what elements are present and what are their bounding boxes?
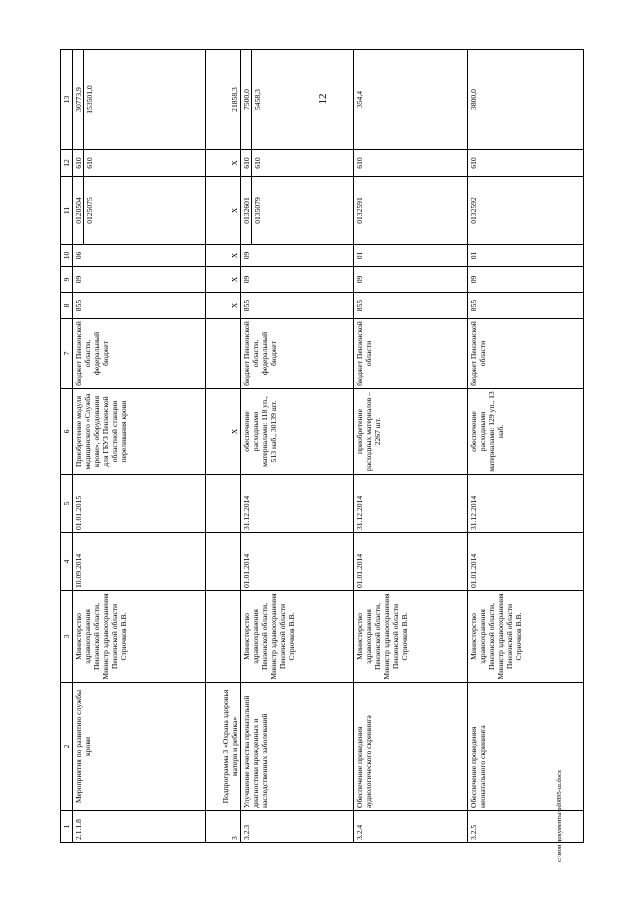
header-cell: 12 [61,150,73,177]
header-cell: 9 [61,267,73,293]
amount-b: 5458,3 [251,50,262,149]
code-subsection: 09 [240,245,353,267]
code-expense: Х [206,150,241,177]
program-table [60,49,584,843]
code-expense-a: 610 [74,157,83,169]
responsible [206,591,241,683]
row-number: 3.2.5 [468,811,584,843]
responsible: Министерство здравоохранения Пензенской области, Министр здравоохранения Пензенской области Стрючков В.В. [73,591,206,683]
header-cell: 8 [61,293,73,319]
end-date: 01.01.2015 [73,475,206,533]
code-grbs: 855 [468,293,584,319]
measure-name: Улучшение качества пренатальной диагностики врожденных и наследственных заболеваний [240,683,353,811]
code-section: Х [206,267,241,293]
code-section: 09 [353,267,468,293]
header-cell: 4 [61,533,73,591]
table-rotation-wrapper [60,50,584,843]
responsible: Министерство здравоохранения Пензенской области, Министр здравоохранения Пензенской области Стрючков В.В. [240,591,353,683]
row-number: 3.2.3 [240,811,353,843]
measure-name: Мероприятия по развитию службы крови [73,683,206,811]
table-row [240,50,353,843]
code-target-b: 0125075 [83,177,94,244]
code-section: 09 [240,267,353,293]
amount: 354,4 [353,50,468,150]
code-target-a: 0120504 [74,197,83,224]
end-date: 31.12.2014 [240,475,353,533]
expected-result: Х [206,389,241,475]
code-section: 09 [468,267,584,293]
funding-source: бюджет Пензенской области, федеральный бюджет [240,319,353,389]
header-cell: 7 [61,319,73,389]
header-row [61,50,73,843]
code-target [240,177,353,245]
header-cell: 6 [61,389,73,475]
footer-file-path: c:\мои документы\рd0895-ш.docx [556,769,563,862]
end-date: 31.12.2014 [468,475,584,533]
code-grbs: 855 [353,293,468,319]
header-cell: 2 [61,683,73,811]
funding-source [206,319,241,389]
code-grbs: Х [206,293,241,319]
code-expense [240,150,353,177]
page-number: 12 [317,93,329,105]
header-cell: 5 [61,475,73,533]
amount: 3800,0 [468,50,584,150]
row-number: 3 [206,811,241,843]
code-target [73,177,206,245]
code-expense-b: 610 [251,150,262,176]
code-expense-b: 610 [83,150,94,176]
code-expense [73,150,206,177]
code-target: 0132592 [468,177,584,245]
subprogram-title: Подпрограмма 3 «Охрана здоровья матери и ребенка» [206,683,241,811]
expected-result: Приобретение модуля медицинского «Служба крови», оборудования для ГБУЗ Пензенской областной станции переливания крови [73,389,206,475]
table-row [206,50,241,843]
code-section: 09 [73,267,206,293]
code-subsection: 06 [73,245,206,267]
end-date: 31.12.2014 [353,475,468,533]
expected-result: приобретение расходных материалов – 2267 шт. [353,389,468,475]
start-date: 01.01.2014 [353,533,468,591]
code-expense: 610 [468,150,584,177]
end-date [206,475,241,533]
measure-name: Обеспечение проведения неонатального скрининга [468,683,584,811]
code-subsection: 01 [468,245,584,267]
table-row [353,50,468,843]
start-date [206,533,241,591]
amount [73,50,206,150]
code-target-a: 0132601 [241,197,251,224]
header-cell: 13 [61,50,73,150]
code-target: Х [206,177,241,245]
code-subsection: 01 [353,245,468,267]
start-date: 10.09.2014 [73,533,206,591]
expected-result: обеспечение расходными материалами: 129 уп., 13 наб. [468,389,584,475]
row-number: 2.1.1.8 [73,811,206,843]
header-cell: 3 [61,591,73,683]
row-number: 3.2.4 [353,811,468,843]
rotated-table-container [60,50,584,843]
code-expense: 610 [353,150,468,177]
code-subsection: Х [206,245,241,267]
start-date: 01.01.2014 [240,533,353,591]
start-date: 01.01.2014 [468,533,584,591]
code-target: 0132591 [353,177,468,245]
funding-source: бюджет Пензенской области [353,319,468,389]
header-cell: 10 [61,245,73,267]
table-row [468,50,584,843]
header-cell: 1 [61,811,73,843]
responsible: Министерство здравоохранения Пензенской области, Министр здравоохранения Пензенской области Стрючков В.В. [468,591,584,683]
code-target-b: 0135079 [251,177,262,244]
expected-result: обеспечение расходными материалами: 118 уп., 513 наб., 30139 шт. [240,389,353,475]
amount-a: 30773,9 [74,87,83,112]
amount: 21858,3 [206,50,241,150]
responsible: Министерство здравоохранения Пензенской области, Министр здравоохранения Пензенской области Стрючков В.В. [353,591,468,683]
amount [240,50,353,150]
measure-name: Обеспечение проведения аудиологического скрининга [353,683,468,811]
funding-source: бюджет Пензенской области, федеральный бюджет [73,319,206,389]
code-grbs: 855 [240,293,353,319]
header-cell: 11 [61,177,73,245]
amount-b: 153501,0 [83,50,94,149]
funding-source: бюджет Пензенской области [468,319,584,389]
amount-a: 7500,0 [241,89,251,110]
code-expense-a: 610 [241,157,251,169]
table-row [73,50,206,843]
code-grbs: 855 [73,293,206,319]
